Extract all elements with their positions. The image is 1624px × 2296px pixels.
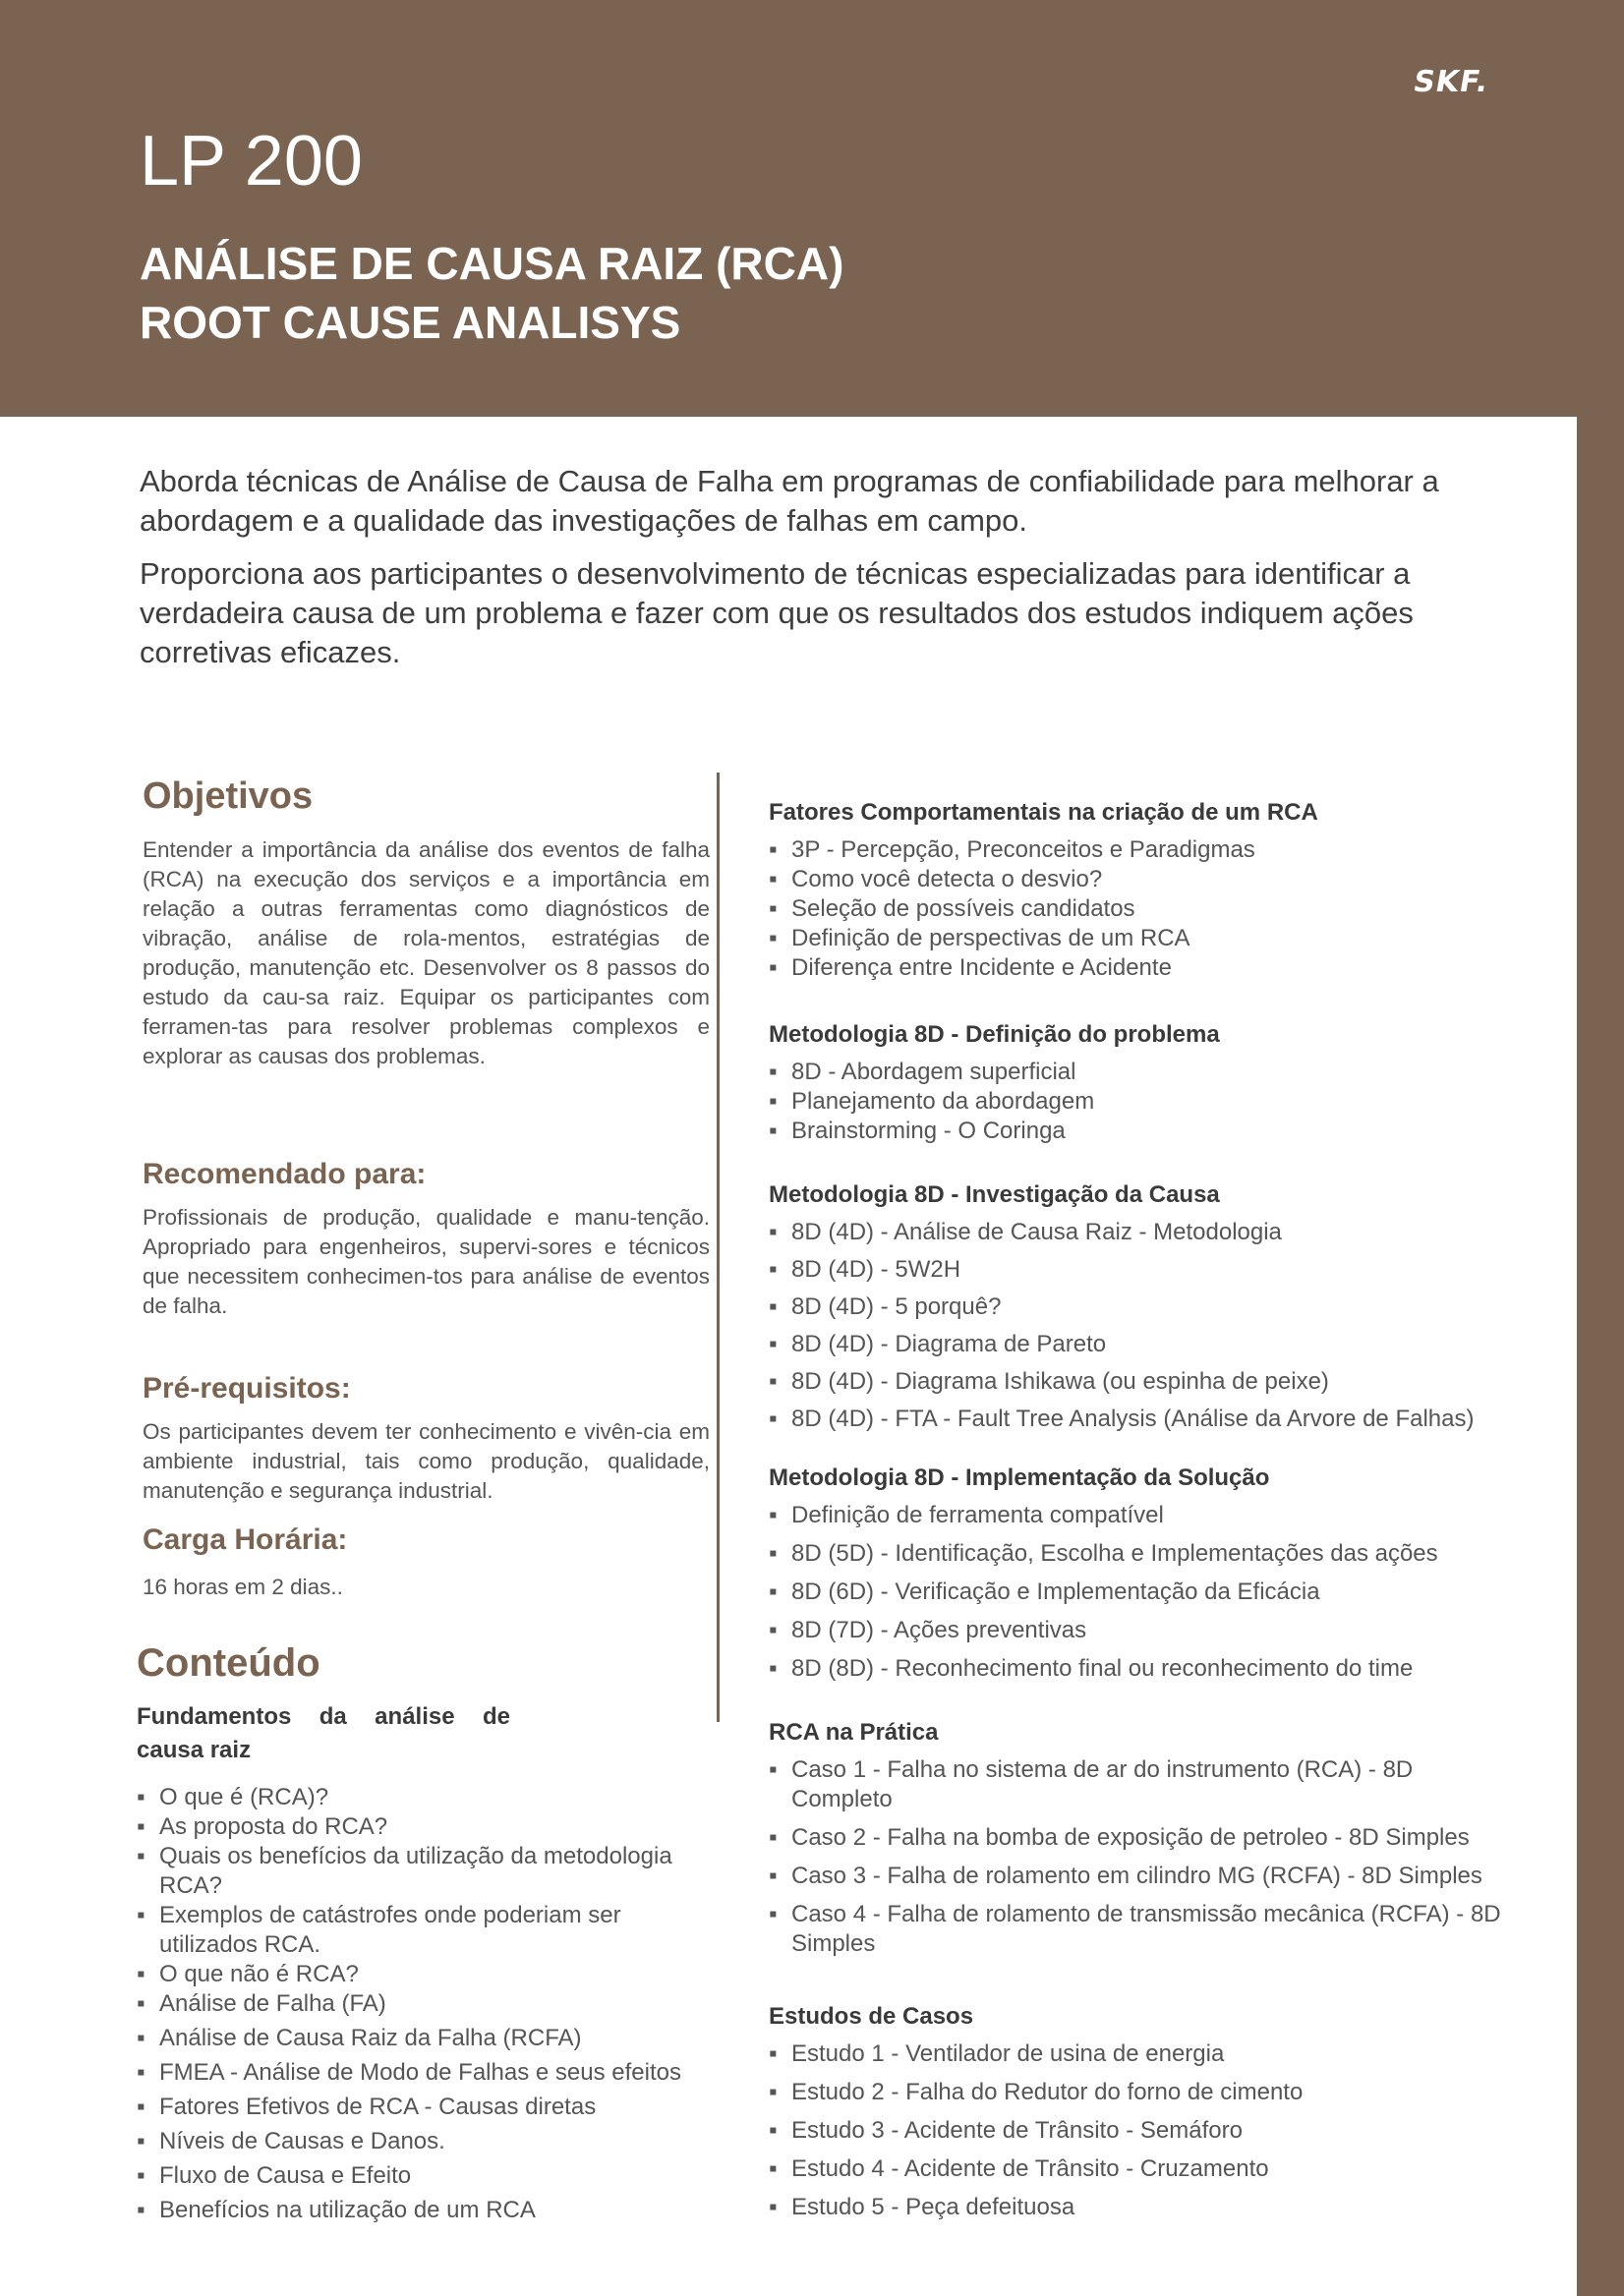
- right-section-list: [769, 1218, 1516, 1434]
- right-section: [769, 1462, 1516, 1684]
- conteudo-list-item: ▪ Análise de Falha (FA): [137, 1989, 717, 2019]
- prerequisitos-text: Os participantes devem ter conhecimento e vivên-cia em ambiente industrial, tais como produção, qualidade, manutenção e segurança industrial.: [143, 1419, 710, 1503]
- right-side-band: [1577, 417, 1624, 2296]
- conteudo-list-item: ▪ Fatores Efetivos de RCA - Causas diretas: [137, 2093, 717, 2122]
- right-section: [769, 1178, 1516, 1434]
- conteudo-list-item: ▪ FMEA - Análise de Modo de Falhas e seus efeitos: [137, 2058, 717, 2088]
- objetivos-section: [143, 773, 710, 1071]
- right-section-heading: RCA na Prática: [769, 1719, 939, 1746]
- course-title-line: ROOT CAUSE ANALISYS: [140, 297, 681, 348]
- right-list-item: ▪ Caso 4 - Falha de rolamento de transmissão mecânica (RCFA) - 8D Simples: [769, 1900, 1516, 1959]
- objetivos-text: Entender a importância da análise dos eventos de falha (RCA) na execução dos serviços e a importância em relação a outras ferramentas como diagnósticos de vibração, análise de rola-mentos, estratégias de produção, manutenção etc. Desenvolver os 8 passos do estudo da cau-sa raiz. Equipar os participantes com ferramen-tas para resolver problemas complexos e explorar as causas dos problemas.: [143, 837, 710, 1068]
- right-section: [769, 1018, 1516, 1146]
- objetivos-heading: Objetivos: [143, 775, 314, 817]
- recomendado-heading: Recomendado para:: [143, 1158, 427, 1190]
- right-list-item: ▪ Estudo 2 - Falha do Redutor do forno de cimento: [769, 2078, 1516, 2107]
- right-section-heading: Metodologia 8D - Investigação da Causa: [769, 1181, 1220, 1208]
- conteudo-list-item: ▪ Quais os benefícios da utilização da metodologia RCA?: [137, 1842, 717, 1901]
- conteudo-list-item: ▪ Fluxo de Causa e Efeito: [137, 2161, 717, 2191]
- right-list-item: ▪ Estudo 4 - Acidente de Trânsito - Cruzamento: [769, 2154, 1516, 2184]
- right-list-item: ▪ 8D (5D) - Identificação, Escolha e Implementações das ações: [769, 1539, 1516, 1569]
- right-list-item: ▪ Planejamento da abordagem: [769, 1087, 1516, 1117]
- prerequisitos-heading: Pré-requisitos:: [143, 1372, 351, 1405]
- right-list-item: ▪ Como você detecta o desvio?: [769, 865, 1516, 894]
- carga-text: 16 horas em 2 dias..: [143, 1575, 343, 1599]
- right-section-heading: Fatores Comportamentais na criação de um RCA: [769, 799, 1318, 826]
- right-list-item: ▪ 3P - Percepção, Preconceitos e Paradigmas: [769, 835, 1516, 865]
- column-divider: [717, 773, 720, 1722]
- right-list-item: ▪ Definição de perspectivas de um RCA: [769, 924, 1516, 953]
- conteudo-list-item: ▪ O que é (RCA)?: [137, 1783, 717, 1812]
- header-banner: [0, 0, 1624, 417]
- right-list-item: ▪ Estudo 3 - Acidente de Trânsito - Semáforo: [769, 2116, 1516, 2146]
- prerequisitos-section: [143, 1370, 710, 1506]
- right-list-item: ▪ Seleção de possíveis candidatos: [769, 894, 1516, 924]
- right-list-item: ▪ 8D (4D) - Análise de Causa Raiz - Metodologia: [769, 1218, 1516, 1247]
- recomendado-section: [143, 1156, 710, 1321]
- right-list-item: ▪ Brainstorming - O Coringa: [769, 1117, 1516, 1146]
- right-section-heading: Metodologia 8D - Implementação da Solução: [769, 1464, 1270, 1491]
- carga-heading: Carga Horária:: [143, 1523, 348, 1556]
- intro-text: [140, 462, 1508, 686]
- carga-section: [143, 1521, 710, 1602]
- right-list-item: ▪ 8D (7D) - Ações preventivas: [769, 1616, 1516, 1645]
- right-section-list: [769, 1501, 1516, 1684]
- skf-logo: SKF.: [1410, 65, 1492, 99]
- conteudo-subheading: [137, 1700, 510, 1767]
- intro-paragraph: Aborda técnicas de Análise de Causa de Falha em programas de confiabilidade para melhorar a abordagem e a qualidade das investigações de falhas em campo.: [140, 464, 1439, 538]
- right-list-item: ▪ Estudo 5 - Peça defeituosa: [769, 2193, 1516, 2222]
- right-section: [769, 1716, 1516, 1959]
- right-section: [769, 2000, 1516, 2222]
- conteudo-list: [137, 1783, 717, 2225]
- conteudo-list-item: ▪ Exemplos de catástrofes onde poderiam ser utilizados RCA.: [137, 1901, 717, 1960]
- right-section-heading: Estudos de Casos: [769, 2003, 974, 2030]
- right-list-item: ▪ Caso 3 - Falha de rolamento em cilindro MG (RCFA) - 8D Simples: [769, 1862, 1516, 1891]
- conteudo-list-item: ▪ Níveis de Causas e Danos.: [137, 2127, 717, 2156]
- intro-paragraph: Proporciona aos participantes o desenvolvimento de técnicas especializadas para identificar a verdadeira causa de um problema e fazer com que os resultados dos estudos indiquem ações corretivas eficazes.: [140, 556, 1414, 669]
- conteudo-heading: Conteúdo: [137, 1641, 320, 1685]
- right-list-item: ▪ 8D (8D) - Reconhecimento final ou reconhecimento do time: [769, 1654, 1516, 1684]
- right-list-item: ▪ 8D (4D) - Diagrama Ishikawa (ou espinha de peixe): [769, 1367, 1516, 1397]
- conteudo-subheading-line: causa raiz: [137, 1737, 252, 1763]
- conteudo-list-item: ▪ Benefícios na utilização de um RCA: [137, 2196, 717, 2225]
- right-list-item: ▪ 8D (4D) - Diagrama de Pareto: [769, 1330, 1516, 1359]
- right-list-item: ▪ Diferença entre Incidente e Acidente: [769, 953, 1516, 983]
- right-list-item: ▪ Caso 2 - Falha na bomba de exposição de petroleo - 8D Simples: [769, 1823, 1516, 1853]
- right-section-list: [769, 1755, 1516, 1959]
- recomendado-text: Profissionais de produção, qualidade e manu-tenção. Apropriado para engenheiros, supervi-sores e técnicos que necessitem conhecimen-tos para análise de eventos de falha.: [143, 1205, 710, 1318]
- conteudo-subheading-line: Fundamentos da análise de: [137, 1703, 510, 1730]
- right-section: [769, 796, 1516, 983]
- conteudo-list-item: ▪ O que não é RCA?: [137, 1960, 717, 1989]
- course-code: LP 200: [140, 122, 363, 201]
- conteudo-list-item: ▪ Análise de Causa Raiz da Falha (RCFA): [137, 2024, 717, 2053]
- right-section-list: [769, 2039, 1516, 2222]
- right-list-item: ▪ Caso 1 - Falha no sistema de ar do instrumento (RCA) - 8D Completo: [769, 1755, 1516, 1814]
- right-list-item: ▪ 8D (4D) - 5 porquê?: [769, 1292, 1516, 1322]
- right-list-item: ▪ 8D (4D) - 5W2H: [769, 1255, 1516, 1285]
- course-title-line: ANÁLISE DE CAUSA RAIZ (RCA): [140, 238, 844, 289]
- right-list-item: ▪ 8D - Abordagem superficial: [769, 1058, 1516, 1087]
- right-list-item: ▪ Definição de ferramenta compatível: [769, 1501, 1516, 1530]
- right-section-list: [769, 835, 1516, 983]
- right-section-list: [769, 1058, 1516, 1146]
- conteudo-section: [137, 1639, 717, 2225]
- right-list-item: ▪ 8D (4D) - FTA - Fault Tree Analysis (Análise da Arvore de Falhas): [769, 1405, 1516, 1434]
- conteudo-list-item: ▪ As proposta do RCA?: [137, 1812, 717, 1842]
- course-title: [140, 234, 843, 352]
- right-section-heading: Metodologia 8D - Definição do problema: [769, 1021, 1220, 1048]
- right-list-item: ▪ 8D (6D) - Verificação e Implementação da Eficácia: [769, 1578, 1516, 1607]
- right-list-item: ▪ Estudo 1 - Ventilador de usina de energia: [769, 2039, 1516, 2069]
